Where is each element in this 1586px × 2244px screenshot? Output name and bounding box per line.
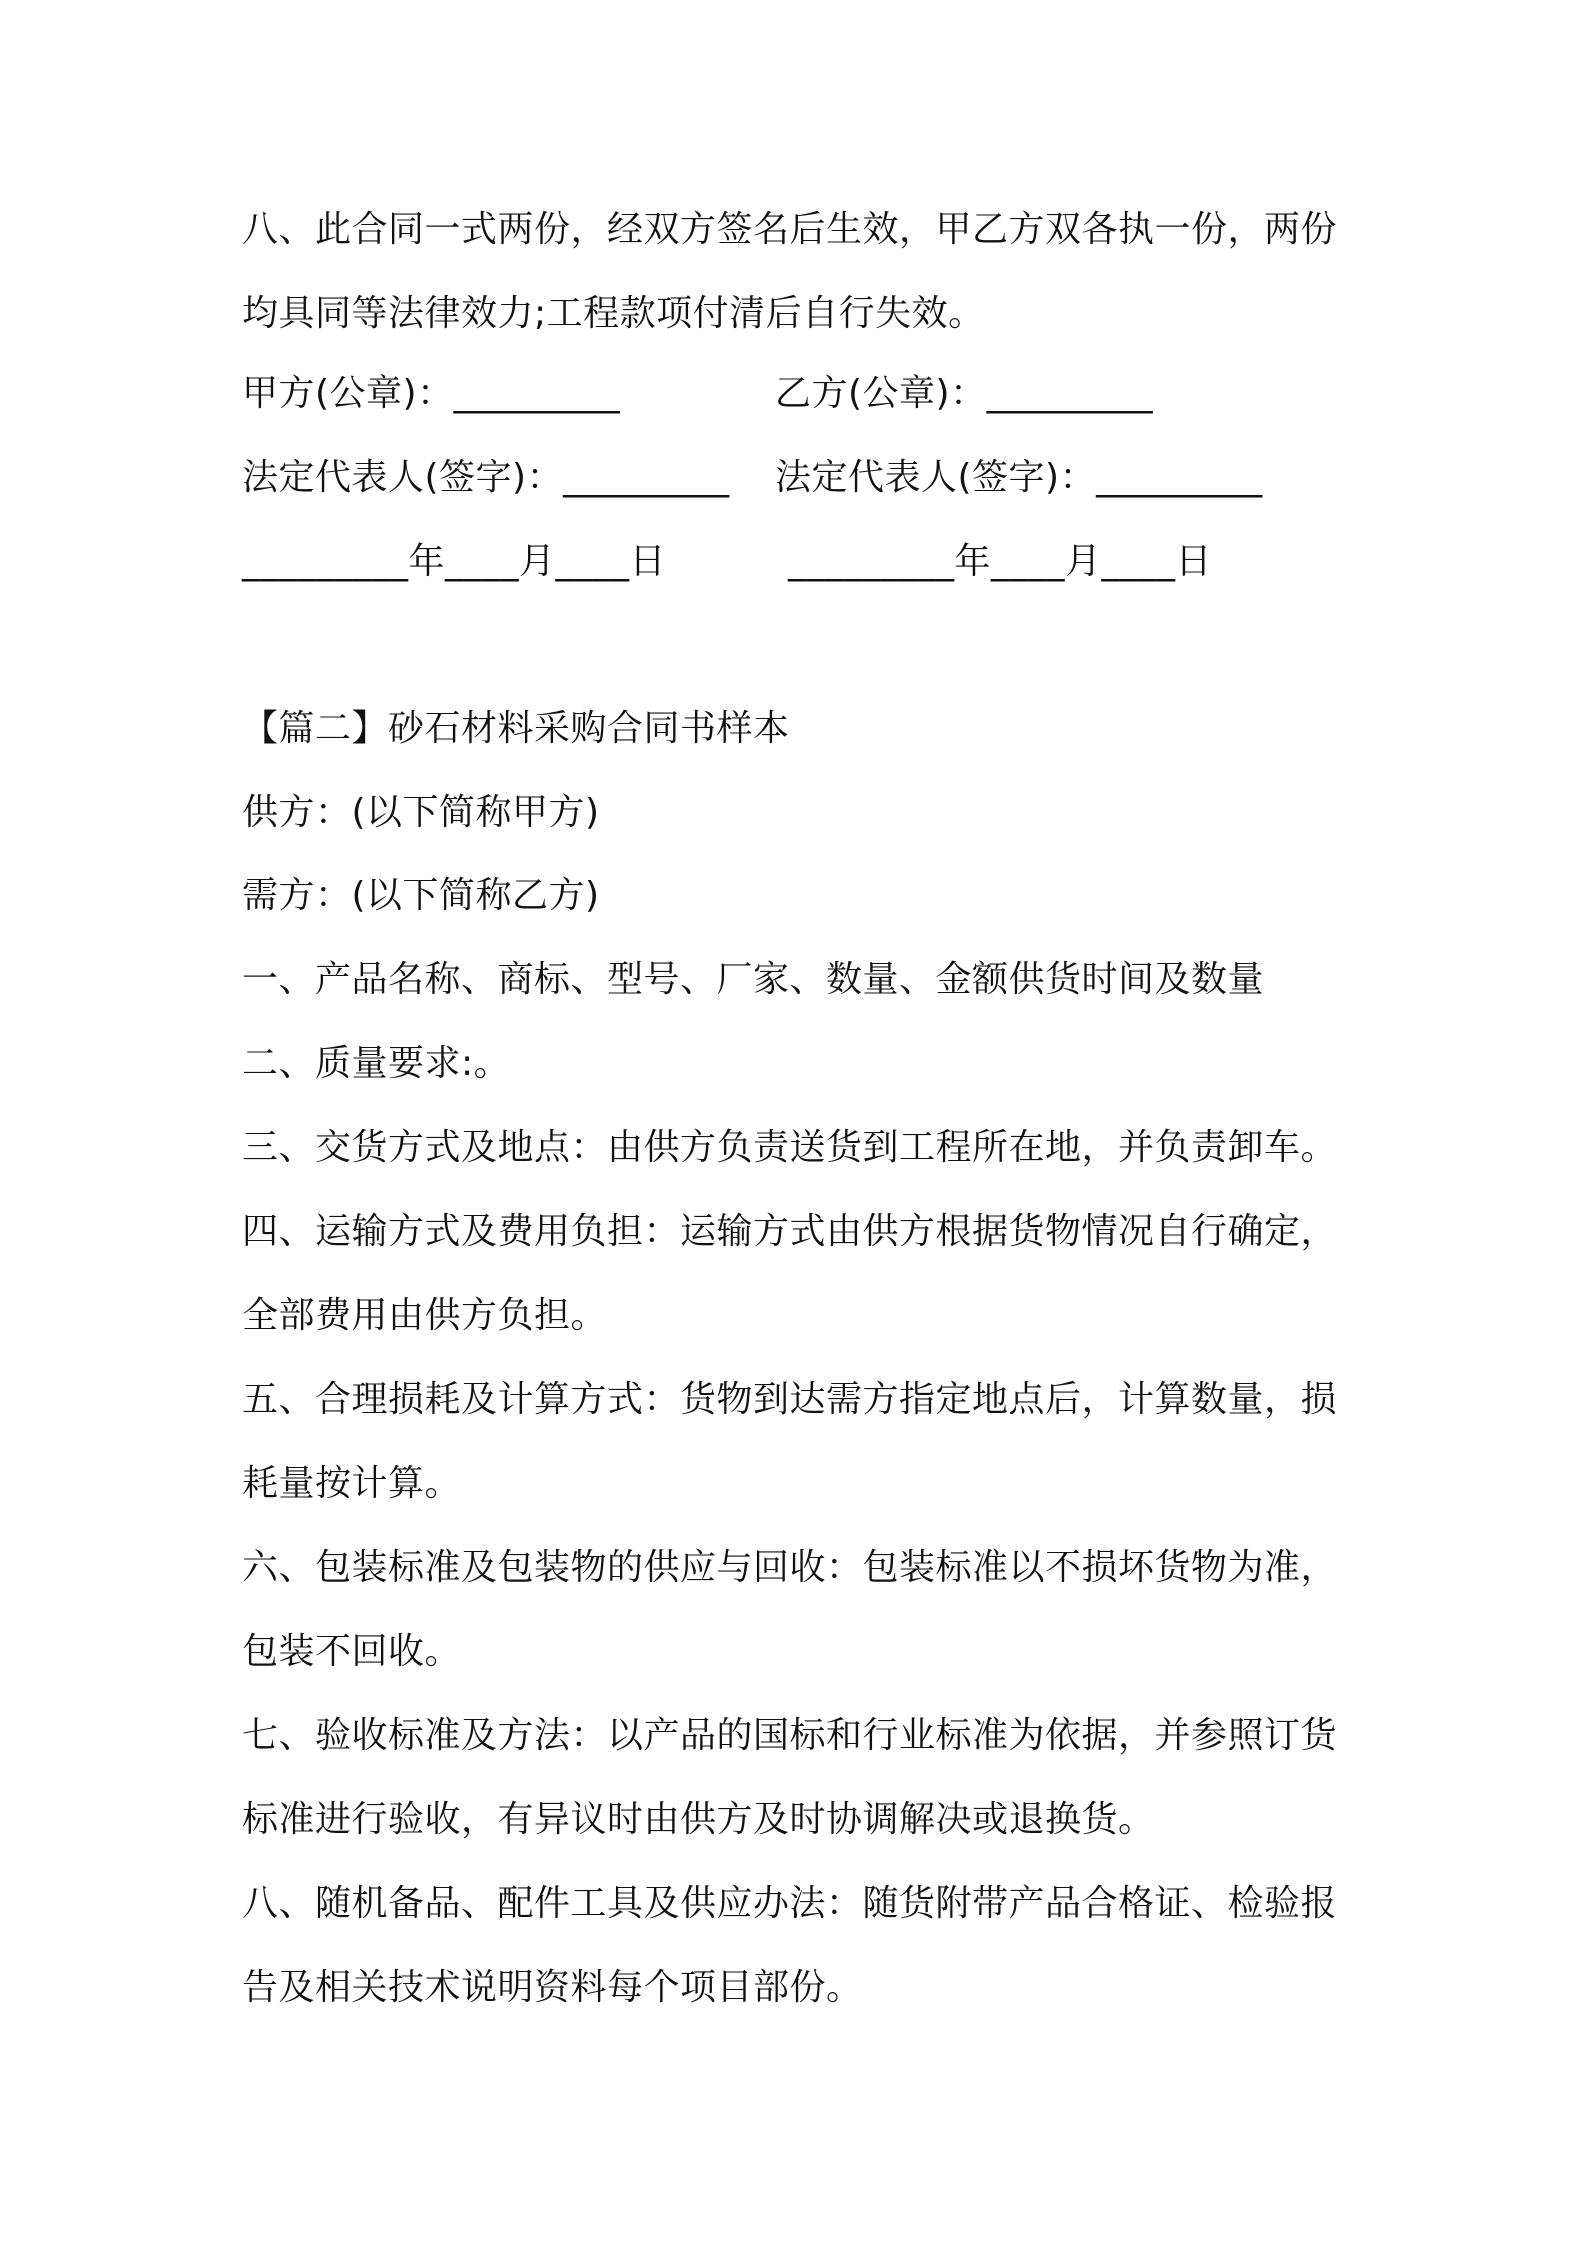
party-b-date: _________年____月____日 — [788, 541, 1212, 582]
clause-3: 三、交货方式及地点：由供方负责送货到工程所在地，并负责卸车。 — [242, 1127, 1338, 1168]
party-a-seal: 甲方(公章)：_________ — [242, 373, 621, 414]
clause-8b-line-1: 八、随机备品、配件工具及供应办法：随货附带产品合格证、检验报 — [242, 1883, 1338, 1924]
clause-4-line-1: 四、运输方式及费用负担：运输方式由供方根据货物情况自行确定， — [242, 1211, 1338, 1252]
clause-5-line-1: 五、合理损耗及计算方式：货物到达需方指定地点后，计算数量，损 — [242, 1379, 1338, 1420]
section-two-title: 【篇二】砂石材料采购合同书样本 — [242, 708, 790, 749]
clause-1: 一、产品名称、商标、型号、厂家、数量、金额供货时间及数量 — [242, 959, 1265, 1000]
supplier-line: 供方：(以下简称甲方) — [242, 792, 600, 833]
buyer-line: 需方：(以下简称乙方) — [242, 875, 600, 916]
party-b-seal: 乙方(公章)：_________ — [775, 373, 1154, 414]
clause-6-line-2: 包装不回收。 — [242, 1631, 462, 1672]
party-b-representative: 法定代表人(签字)：_________ — [775, 457, 1263, 498]
clause-4-line-2: 全部费用由供方负担。 — [242, 1295, 608, 1336]
clause-8b-line-2: 告及相关技术说明资料每个项目部份。 — [242, 1967, 863, 2008]
clause-7-line-2: 标准进行验收，有异议时由供方及时协调解决或退换货。 — [242, 1799, 1155, 1840]
clause-7-line-1: 七、验收标准及方法：以产品的国标和行业标准为依据，并参照订货 — [242, 1715, 1338, 1756]
clause-2: 二、质量要求:。 — [242, 1043, 511, 1084]
clause-8-line-2: 均具同等法律效力;工程款项付清后自行失效。 — [242, 293, 985, 334]
party-a-representative: 法定代表人(签字)：_________ — [242, 457, 730, 498]
party-a-date: _________年____月____日 — [242, 541, 666, 582]
clause-8-line-1: 八、此合同一式两份，经双方签名后生效，甲乙方双各执一份，两份 — [242, 209, 1338, 250]
clause-6-line-1: 六、包装标准及包装物的供应与回收：包装标准以不损坏货物为准， — [242, 1547, 1338, 1588]
clause-5-line-2: 耗量按计算。 — [242, 1463, 462, 1504]
